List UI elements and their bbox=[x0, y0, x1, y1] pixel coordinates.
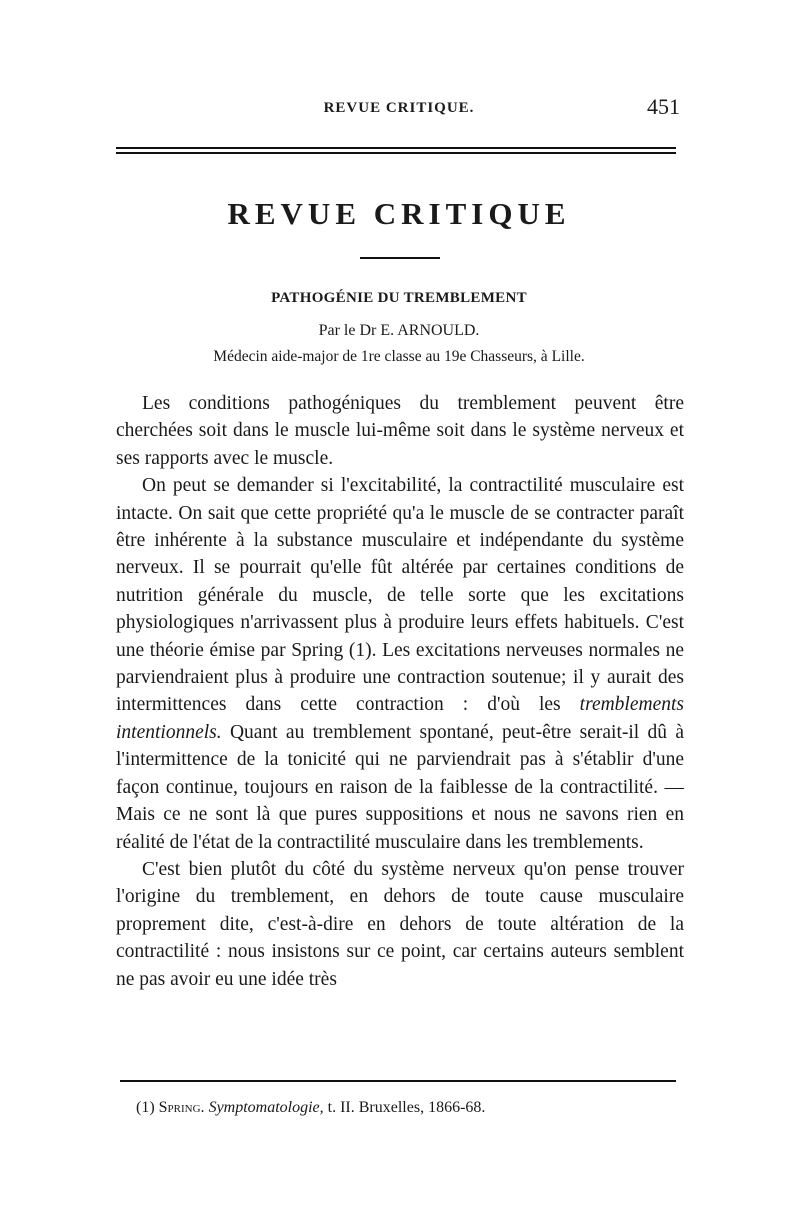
page-number: 451 bbox=[647, 94, 680, 119]
header-rule-bottom bbox=[116, 152, 676, 154]
footnote-author: Spring. bbox=[158, 1099, 205, 1116]
footnote-rule bbox=[120, 1080, 676, 1082]
paragraph-2-emphasis: tremblements intentionnels. bbox=[116, 694, 684, 743]
paragraph-2-text-b: Quant au tremblement spontané, peut-être serait-il dû à l'intermittence de la tonicité qui ne parviendrait pas à s'établir d'une façon continue, toujours en raison de la faiblesse de la contractilité. — Mais ce ne sont là que pures suppositions et nous ne savons rien en réalité de l'état de la contractilité musculaire dans les tremblements. bbox=[116, 721, 684, 853]
footnote bbox=[136, 1099, 696, 1117]
paragraph-3: C'est bien plutôt du côté du système nerveux qu'on pense trouver l'origine du tremblement, en dehors de toute cause musculaire proprement dite, c'est-à-dire en dehors de toute altération de la contractilité : nous insistons sur ce point, car certains auteurs semblent ne pas avoir eu une idée très bbox=[116, 858, 684, 990]
article-byline: Par le Dr E. ARNOULD. bbox=[318, 322, 480, 339]
article-title: PATHOGÉNIE DU TREMBLEMENT bbox=[271, 290, 527, 306]
title-divider bbox=[360, 257, 440, 259]
paragraph-2 bbox=[116, 472, 684, 856]
footnote-work: Symptomatologie, bbox=[208, 1099, 324, 1116]
footnote-marker: (1) bbox=[136, 1099, 155, 1116]
running-title: REVUE CRITIQUE. bbox=[323, 100, 475, 116]
article-body bbox=[116, 390, 684, 993]
header-rule-top bbox=[116, 147, 676, 149]
footnote-details: t. II. Bruxelles, 1866-68. bbox=[327, 1099, 486, 1116]
author-affiliation: Médecin aide-major de 1re classe au 19e Chasseurs, à Lille. bbox=[213, 348, 585, 365]
section-title: REVUE CRITIQUE bbox=[227, 196, 571, 231]
paragraph-2-text-a: On peut se demander si l'excitabilité, la contractilité musculaire est intacte. On sait que cette propriété qu'a le muscle de se contracter paraît être inhérente à la substance musculaire et indépendante du système nerveux. Il se pourrait qu'elle fût altérée par certaines conditions de nutrition générale du muscle, de telle sorte que les excitations physiologiques n'arrivassent plus à produire leurs effets habituels. C'est une théorie émise par Spring (1). Les excitations nerveuses normales ne parviendraient plus à produire une contraction soutenue; il y aurait des intermittences dans cette contraction : d'où les bbox=[116, 475, 684, 716]
paragraph-1: Les conditions pathogéniques du tremblement peuvent être cherchées soit dans le muscle lui-même soit dans le système nerveux et ses rapports avec le muscle. bbox=[116, 393, 684, 469]
running-head bbox=[118, 94, 680, 124]
